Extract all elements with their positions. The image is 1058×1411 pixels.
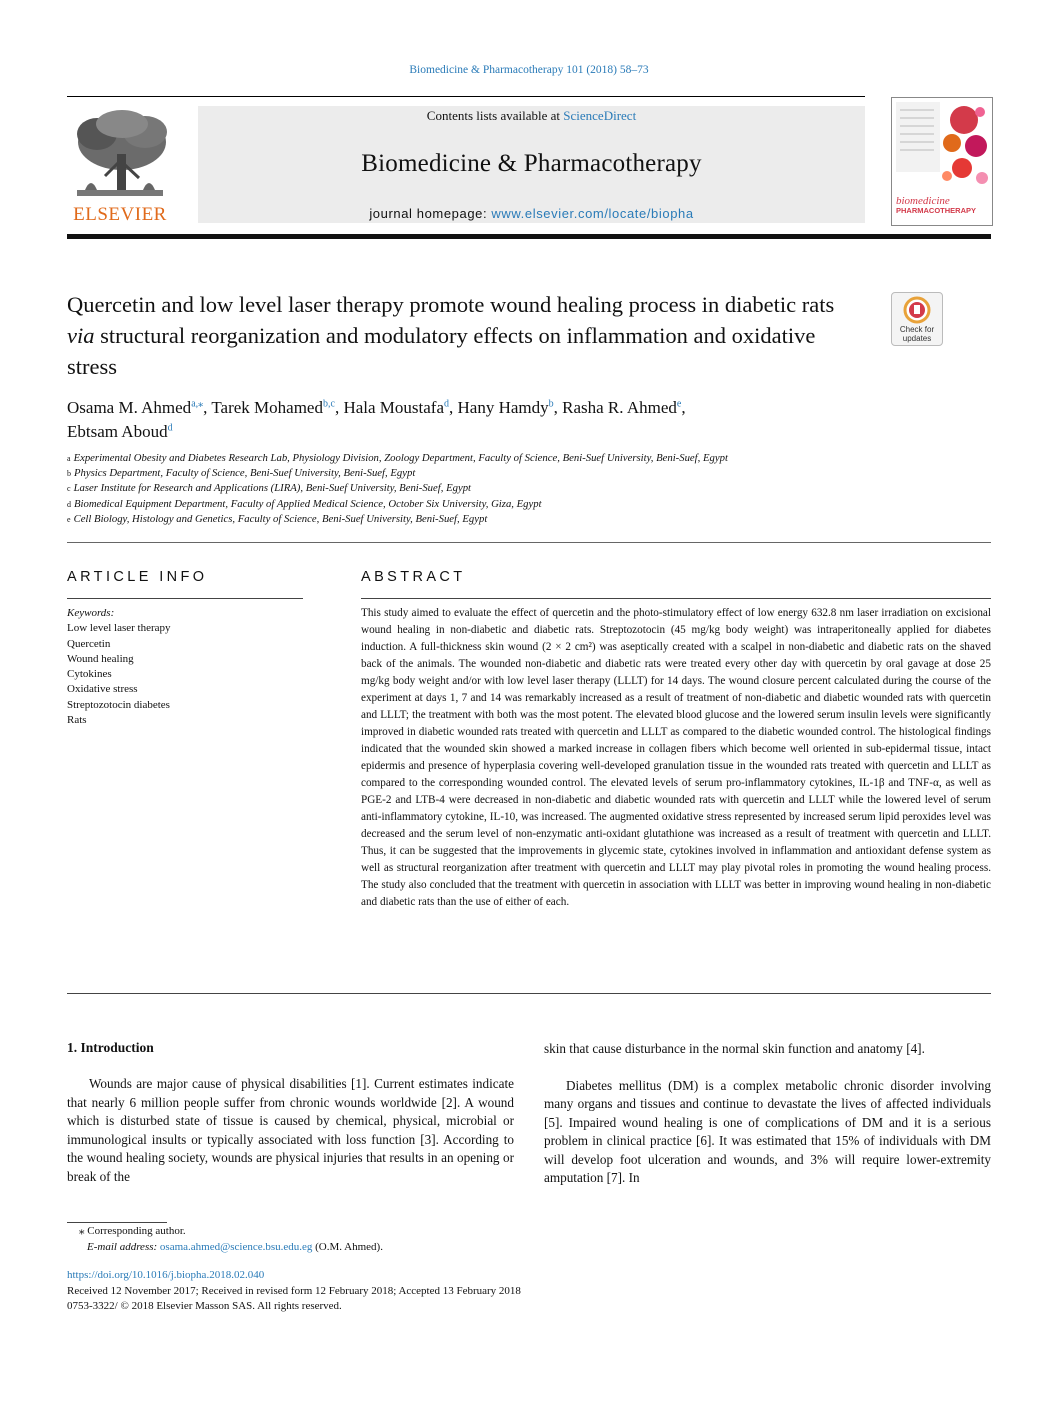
contents-prefix: Contents lists available at bbox=[426, 108, 564, 123]
keyword-item: Low level laser therapy bbox=[67, 622, 171, 635]
author-5-affil[interactable]: e bbox=[676, 398, 682, 410]
keywords-label: Keywords: bbox=[67, 607, 115, 619]
homepage-link[interactable]: www.elsevier.com/locate/biopha bbox=[491, 206, 694, 221]
affiliation-text: Cell Biology, Histology and Genetics, Faculty of Science, Beni-Suef University, Beni-Suef, Egypt bbox=[73, 512, 488, 525]
cover-brand-bottom: PHARMACOTHERAPY bbox=[896, 206, 977, 215]
introduction-heading: 1. Introduction bbox=[67, 1040, 154, 1055]
keywords-block bbox=[67, 606, 303, 728]
elsevier-tree-logo bbox=[67, 104, 173, 204]
affiliation-label: d bbox=[67, 499, 71, 509]
author-sep: , bbox=[681, 398, 686, 417]
author-5[interactable]: Rasha R. Ahmed bbox=[562, 398, 677, 417]
email-suffix: (O.M. Ahmed). bbox=[312, 1240, 383, 1253]
affiliation-text: Experimental Obesity and Diabetes Research Lab, Physiology Division, Zoology Department, Faculty of Science, Beni-Suef University, Beni-Suef, Egypt bbox=[73, 452, 728, 464]
author-sep: , bbox=[334, 398, 344, 417]
article-info-rule bbox=[67, 598, 303, 599]
homepage-prefix: journal homepage: bbox=[369, 206, 492, 221]
check-badge-line1: Check for bbox=[899, 325, 935, 334]
author-sep: , bbox=[553, 398, 563, 417]
affiliation-list bbox=[67, 451, 967, 527]
intro-paragraph: Diabetes mellitus (DM) is a complex metabolic chronic disorder involving many organs and tissues and continue to devastate the lives of affected individuals [5]. Impaired wound healing is one of complications of DM and it is a serious problem in clinical practice [6]. It was estimated that 15% of individuals with DM will develop foot ulceration and wounds, and 3% will require lower-extremity amputation [7]. In bbox=[544, 1077, 991, 1185]
author-1-affil[interactable]: a,⁎ bbox=[191, 398, 204, 410]
email-label: E-mail address: bbox=[87, 1240, 160, 1253]
footnote-rule bbox=[67, 1222, 167, 1223]
keyword-item: Wound healing bbox=[67, 652, 134, 665]
affiliation-label: b bbox=[67, 469, 71, 479]
copyright-line: 0753-3322/ © 2018 Elsevier Masson SAS. All rights reserved. bbox=[67, 1300, 342, 1312]
article-info-heading: ARTICLE INFO bbox=[67, 569, 208, 585]
abstract-text: This study aimed to evaluate the effect of quercetin and the photo-stimulatory effect of low energy 632.8 nm laser irradiation on excisional wound healing in non-diabetic and diabetic rats. Streptozotocin (45 mg/kg body weight) was intraperitoneally applied for diabetes induction. A full-thickness skin wound (2 × 2 cm²) was aseptically created with a scalpel in non-diabetic and diabetic rats on the shaved back of the animals. The wounded non-diabetic and diabetic rats were treated every other day with quercetin by oral gavage at dose 25 mg/kg body weight and/or with low level laser therapy (LLLT) for 14 days. The wound closure percent calculated during the course of the experiment at days 1, 7 and 14 was remarkably increased as a result of treatment of non-diabetic and diabetic wounded rats with quercetin and LLLT; the treatment with both was the most potent. The elevated blood glucose and the lowered serum insulin levels were significantly improved in diabetic wounded rats treated with quercetin and LLLT as compared to the diabetic wounded control. The histological findings indicated that the wounded skin showed a marked increase in collagen fibers which become well oriented in sub-epidermal tissue, intact epidermis and presence of hyperplasia covering well-developed granulation tissue in the wounded rats treated with quercetin and LLLT as compared to the corresponding wounded control. The elevated levels of serum pro-inflammatory cytokines, IL-1β and TNF-α, as well as PGE-2 and LTB-4 were decreased in non-diabetic and diabetic wounded rats with quercetin and LLLT while the lowered level of serum anti-inflammatory cytokine, IL-10, was increased. The augmented oxidative stress represented by increased serum lipid peroxides level was decreased and the serum level of non-enzymatic anti-oxidant glutathione was increased as a result of treatment with quercetin and LLLT. Thus, it can be suggested that the improvements in glycemic state, cytokines involved in inflammation and antioxidant defense system as well as structural reorganization after treatment with quercetin and LLLT may play pivotal roles in promoting the wound healing process. The study also concluded that the treatment with quercetin in association with LLLT was better in improving wound healing in non-diabetic and diabetic rats than the use of either of each. bbox=[361, 607, 991, 908]
author-6-affil[interactable]: d bbox=[167, 422, 173, 434]
abstract-rule bbox=[361, 598, 991, 599]
keyword-item: Oxidative stress bbox=[67, 683, 138, 696]
check-updates-icon bbox=[892, 295, 942, 325]
journal-cover-thumbnail[interactable] bbox=[891, 97, 993, 226]
affiliation-text: Biomedical Equipment Department, Faculty of Applied Medical Science, October Six University, Giza, Egypt bbox=[74, 497, 542, 510]
email-link[interactable]: osama.ahmed@science.bsu.edu.eg bbox=[159, 1240, 313, 1253]
affiliation-label: c bbox=[67, 484, 71, 494]
intro-column-1: Wounds are major cause of physical disabilities [1]. Current estimates indicate that nearly 6 million people suffer from chronic wounds worldwide [2]. A wound which is disturbed state of tissue is caused by chemical, physical, microbial or immunological insults or typically associated with loss function [3]. According to the wound healing society, wounds are physical injuries that results in an opening or break of the bbox=[67, 1076, 514, 1184]
cover-brand-top: biomedicine bbox=[896, 195, 950, 207]
affiliation-text: Physics Department, Faculty of Science, Beni-Suef University, Beni-Suef, Egypt bbox=[74, 467, 416, 480]
title-part-2: structural reorganization and modulatory effects on inflammation and oxidative stress bbox=[67, 323, 816, 379]
keyword-item: Rats bbox=[67, 714, 87, 727]
sciencedirect-link[interactable]: ScienceDirect bbox=[563, 108, 637, 123]
author-4-affil[interactable]: b bbox=[548, 398, 554, 410]
author-list bbox=[67, 396, 857, 444]
doi-link[interactable]: https://doi.org/10.1016/j.biopha.2018.02.040 bbox=[67, 1269, 265, 1281]
abstract-heading: ABSTRACT bbox=[361, 569, 466, 585]
affiliation-item bbox=[67, 512, 967, 527]
received-dates: Received 12 November 2017; Received in revised form 12 February 2018; Accepted 13 February 2018 bbox=[67, 1284, 521, 1297]
affiliation-label: e bbox=[67, 514, 71, 524]
affiliation-text: Laser Institute for Research and Applications (LIRA), Beni-Suef University, Beni-Suef, Egypt bbox=[73, 482, 472, 495]
section-divider bbox=[67, 993, 991, 994]
title-via: via bbox=[67, 323, 95, 348]
check-for-updates-badge[interactable] bbox=[891, 292, 943, 346]
keyword-item: Streptozotocin diabetes bbox=[67, 698, 170, 711]
author-4[interactable]: Hany Hamdy bbox=[457, 398, 549, 417]
author-2[interactable]: Tarek Mohamed bbox=[211, 398, 323, 417]
author-1[interactable]: Osama M. Ahmed bbox=[67, 398, 192, 417]
homepage-line bbox=[198, 206, 865, 221]
title-part-1: Quercetin and low level laser therapy promote wound healing process in diabetic rats bbox=[67, 292, 835, 317]
author-3[interactable]: Hala Moustafa bbox=[343, 398, 444, 417]
elsevier-wordmark: ELSEVIER bbox=[73, 204, 167, 225]
journal-title: Biomedicine & Pharmacotherapy bbox=[361, 150, 702, 177]
author-2-affil[interactable]: b,c bbox=[322, 398, 335, 410]
affiliation-label: a bbox=[67, 454, 71, 463]
keyword-item: Quercetin bbox=[67, 637, 111, 650]
affiliation-item bbox=[67, 466, 967, 481]
affiliation-item bbox=[67, 497, 967, 512]
running-head[interactable]: Biomedicine & Pharmacotherapy 101 (2018) 58–73 bbox=[409, 64, 649, 76]
affiliation-item bbox=[67, 451, 967, 466]
author-3-affil[interactable]: d bbox=[444, 398, 449, 410]
article-metadata bbox=[67, 1268, 767, 1315]
intro-column-2 bbox=[544, 1040, 991, 1188]
section-divider bbox=[67, 542, 991, 543]
footnote bbox=[67, 1224, 667, 1255]
header-rule bbox=[67, 96, 865, 97]
author-6[interactable]: Ebtsam Aboud bbox=[67, 422, 168, 441]
corresponding-author-note: ⁎ Corresponding author. bbox=[79, 1225, 186, 1237]
contents-line bbox=[198, 108, 865, 124]
keyword-item: Cytokines bbox=[67, 668, 112, 681]
masthead-rule bbox=[67, 234, 991, 239]
affiliation-item bbox=[67, 481, 967, 496]
article-title bbox=[67, 289, 867, 382]
author-sep: , bbox=[203, 398, 212, 417]
author-sep: , bbox=[449, 398, 458, 417]
email-line bbox=[67, 1240, 667, 1256]
check-badge-line2: updates bbox=[902, 334, 932, 343]
intro-paragraph: skin that cause disturbance in the normal skin function and anatomy [4]. bbox=[544, 1041, 925, 1056]
